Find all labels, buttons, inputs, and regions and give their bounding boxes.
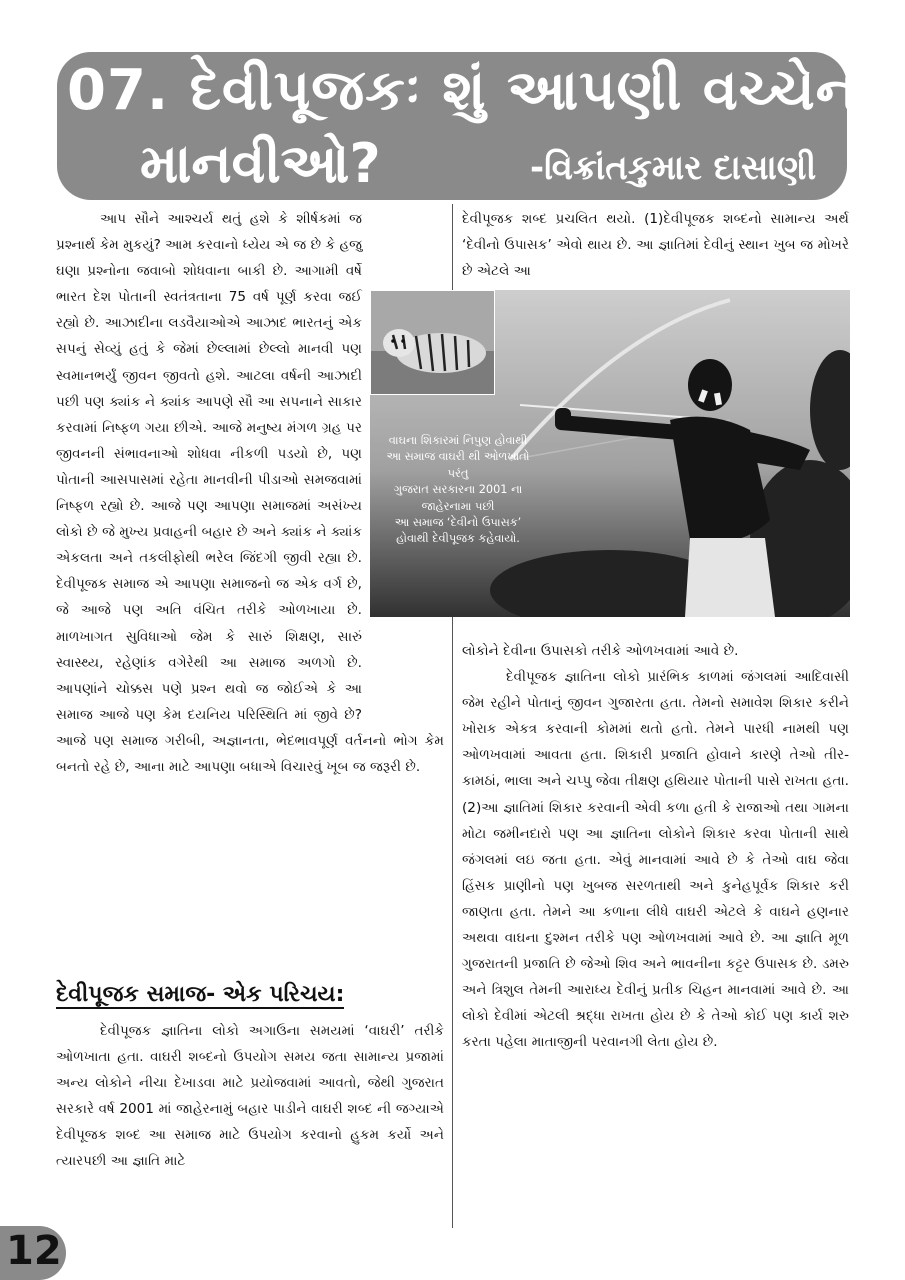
right-top-paragraph: દેવીપૂજક શબ્દ પ્રચલિત થયો. (1)દેવીપૂજક શબ્દનો સામાન્ય અર્થ ‘દેવીનો ઉપાસક’ એવો થાય છે. આ જ્ઞાતિમાં દેવીનું સ્થાન ખુબ જ મોખરે છે એટલે આ	[462, 211, 849, 280]
article-title-line1: 07. દેવીપૂજકઃ શું આપણી વચ્ચેના	[67, 58, 873, 123]
left-column-section	[56, 1018, 444, 1175]
right-main-paragraph: દેવીપૂજક જ્ઞાતિના લોકો પ્રારંભિક કાળમાં જંગલમાં આદિવાસી જેમ રહીને પોતાનું જીવન ગુજારતા હતા. તેમનો સમાવેશ શિકાર કરીને ખોરાક એકત્ર કરવાની કોમમાં થતો હતો. તેમને પારધી નામથી પણ ઓળખવામાં આવતા હતા. શિકારી પ્રજાતિ હોવાને કારણે તેઓ તીર-કામઠાં, ભાલા અને ચપ્પુ જેવા તીક્ષણ હથિયાર પોતાની પાસે રાખતા હતા. (2)આ જ્ઞાતિમાં શિકાર કરવાની એવી કળા હતી કે રાજાઓ તથા ગામના મોટા જમીનદારો પણ આ જ્ઞાતિના લોકોને શિકાર કરવા પોતાની સાથે જંગલમાં લઇ જતા હતા. એવું માનવામાં આવે છે કે તેઓ વાઘ જેવા હિંસક પ્રાણીનો પણ ખુબજ સરળતાથી અને કુનેહપૂર્વક શિકાર કરી જાણતા હતા. તેમને આ કળાના લીધે વાઘરી એટલે કે વાઘને હણનાર અથવા વાઘના દુશ્મન તરીકે પણ ઓળખવામાં આવે છે. આ જ્ઞાતિ મૂળ ગુજરાતની પ્રજાતિ છે જેઓ શિવ અને ભાવનીના કટ્ટર ઉપાસક છે. ડમરુ અને ત્રિશુલ તેમની આરાધ્ય દેવીનું પ્રતીક ચિહન માનવામાં આવે છે. આ લોકો દેવીમાં એટલી શ્રદ્ધા રાખતા હોય છે કે તેઓ કોઈ પણ કાર્ય શરુ કરતા પહેલા માતાજીની પરવાનગી લેતા હોય છે.	[462, 669, 849, 1051]
intro-section-paragraph: દેવીપૂજક જ્ઞાતિના લોકો અગાઉના સમયમાં ‘વાઘરી’ તરીકે ઓળખાતા હતા. વાઘરી શબ્દનો ઉપયોગ સમય જતા સામાન્ય પ્રજામાં અન્ય લોકોને નીચા દેખાડવા માટે પ્રયોજવામાં આવતો, જેથી ગુજરાત સરકારે વર્ષ 2001 માં જાહેરનામું બહાર પાડીને વાઘરી શબ્દ ની જગ્યાએ દેવીપૂજક શબ્દ આ સમાજ માટે ઉપયોગ કરવાનો હુકમ કર્યો અને ત્યારપછી આ જ્ઞાતિ માટે	[56, 1023, 444, 1170]
article-title-line2: માનવીઓ?	[140, 132, 381, 195]
author-byline: -વિક્રાંતકુમાર દાસાણી	[530, 148, 817, 188]
caption-line: ગુજરાત સરકારના 2001 ના	[393, 483, 523, 497]
caption-line: આ સમાજ ‘દેવીનો ઉપાસક’	[394, 516, 522, 530]
caption-line: હોવાથી દેવીપૂજક કહેવાયો.	[396, 532, 520, 546]
tiger-photo	[370, 290, 495, 395]
section-heading: દેવીપૂજક સમાજ- એક પરિચય:	[56, 982, 345, 1007]
right-column-top	[462, 206, 849, 284]
caption-line: આ સમાજ વાઘરી થી ઓળખાતો	[386, 450, 530, 464]
intro-paragraph: આપ સૌને આશ્ચર્ય થતું હશે કે શીર્ષકમાં જ પ્રશ્નાર્થ કેમ મુકયું? આમ કરવાનો ધ્યેય એ જ છે કે હજુ ઘણા પ્રશ્નોના જવાબો શોધવાના બાકી છે. આગામી વર્ષે ભારત દેશ પોતાની સ્વતંત્રતાના 75 વર્ષ પૂર્ણ કરવા જઈ રહ્યો છે. આઝાદીના લડવૈયાઓએ આઝાદ ભારતનું એક સપનું સેવ્યું હતું કે જેમાં છેલ્લામાં છેલ્લો માનવી પણ સ્વમાનભર્યું જીવન જીવતો હશે. આટલા વર્ષની આઝાદી પછી પણ ક્યાંક ને ક્યાંક આપણે સૌ આ સપનાને સાકાર કરવામાં નિષ્ફળ ગયા છીએ. આજે મનુષ્ય મંગળ ગ્રહ પર જીવનની સંભાવનાઓ શોધવા નીકળી પડયો છે, પણ પોતાની આસપાસમાં રહેતા માનવીની પીડાઓ સમજવામાં નિષ્ફળ રહ્યો છે. આજે પણ આપણા સમાજમાં અસંખ્ય લોકો છે જે મુખ્ય પ્રવાહની બહાર છે અને ક્યાંક ને ક્યાંક એકલતા અને તકલીફોથી ભરેલ જિંદગી જીવી રહ્યા છે. દેવીપૂજક સમાજ એ આપણા સમાજનો જ એક વર્ગ છે, જે આજે પણ અતિ વંચિત તરીકે ઓળખાયા છે. માળખાગત સુવિધાઓ જેમ કે સારું શિક્ષણ, સારું સ્વાસ્થ્ય, રહેણાંક વગેરેથી આ સમાજ અળગો છે. આપણાંને ચોક્કસ પણે પ્રશ્ન થવો જ જોઈએ કે આ સમાજ આજે પણ કેમ દયનિય પરિસ્થિતિ માં જીવે છે? આજે પણ સમાજ ગરીબી, અજ્ઞાનતા, ભેદભાવપૂર્ણ વર્તનનો ભોગ કેમ બનતો રહે છે, આના માટે આપણા બધાએ વિચારવું ખૂબ જ જરૂરી છે.	[56, 211, 444, 775]
caption-line: વાઘના શિકારમાં નિપુણ હોવાથી	[388, 434, 528, 447]
image-caption	[370, 433, 546, 585]
tiger-illustration	[371, 291, 494, 394]
right-column-body	[462, 638, 849, 1056]
right-after-image-line: લોકોને દેવીના ઉપાસકો તરીકે ઓળખવામાં આવે છે.	[462, 643, 739, 659]
page-number: 12	[6, 1228, 62, 1274]
caption-line: જાહેરનામા પછી	[421, 499, 495, 513]
caption-line: પરંતુ	[447, 466, 469, 480]
